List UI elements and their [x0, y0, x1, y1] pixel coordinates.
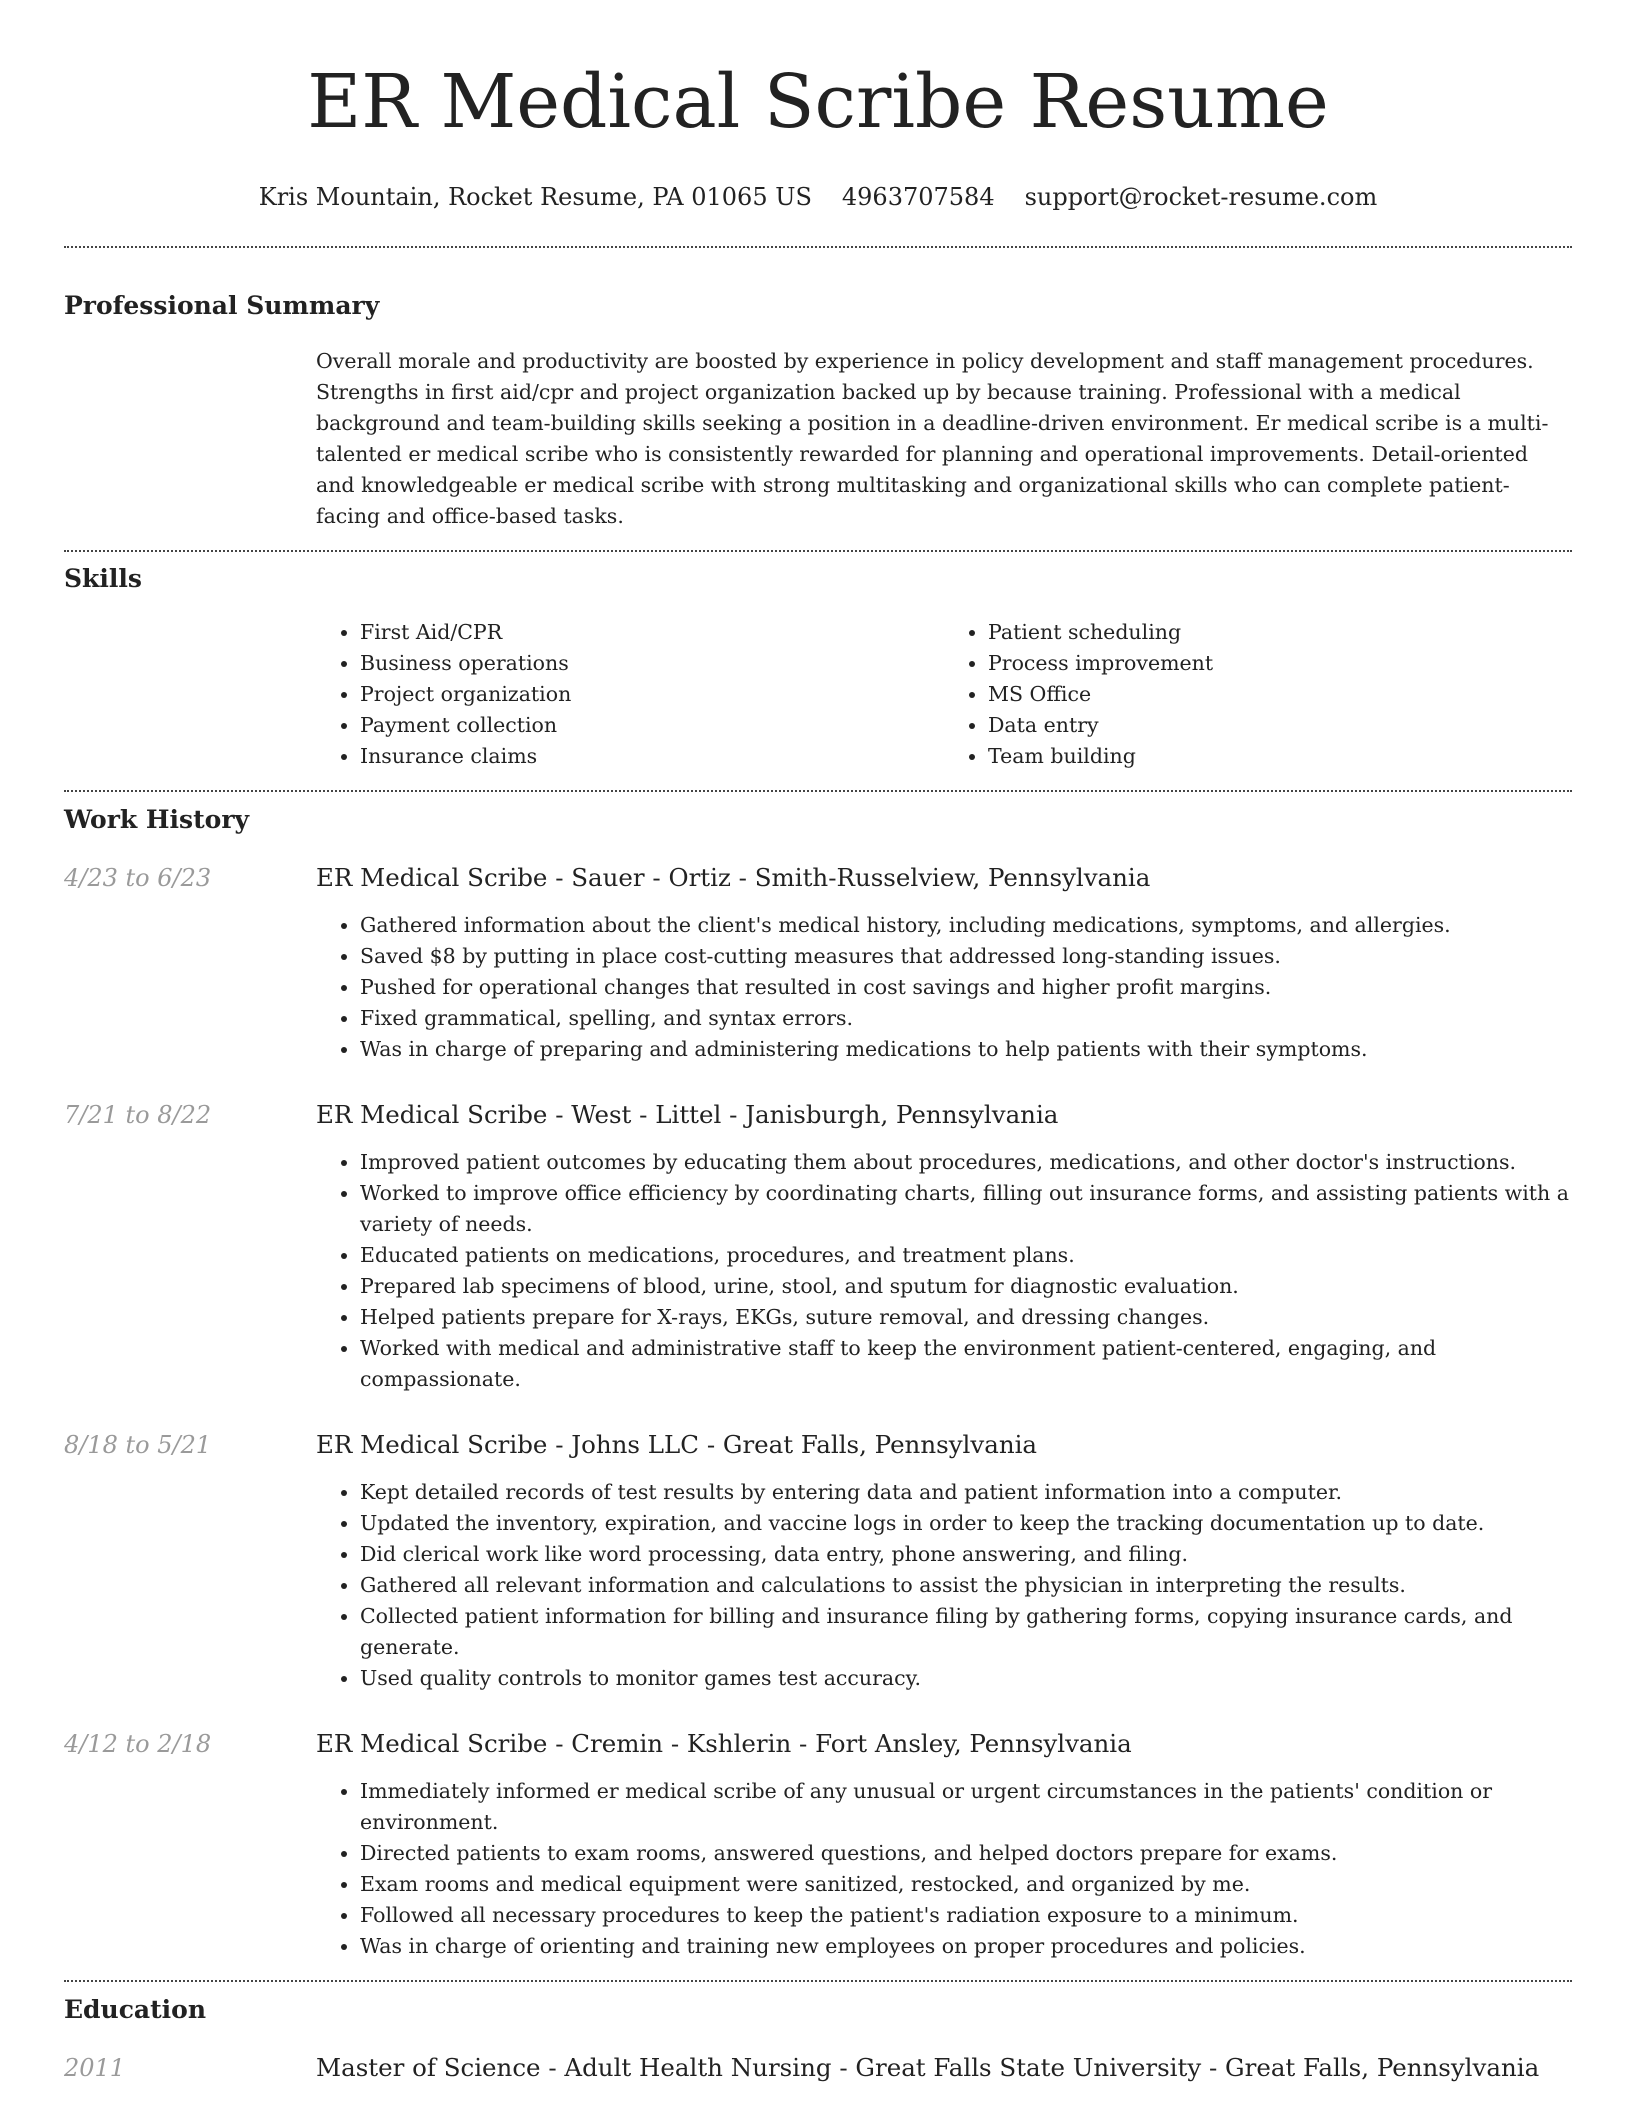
- job-date: 4/23 to 6/23: [64, 864, 212, 892]
- skills-heading: Skills: [64, 564, 142, 593]
- summary-heading: Professional Summary: [64, 291, 380, 320]
- job-bullets: [316, 1776, 1572, 1962]
- list-item: • Helped patients prepare for X-rays, EKGs, suture removal, and dressing changes.: [360, 1302, 1572, 1333]
- skills-section: [64, 552, 1572, 772]
- list-item: • Directed patients to exam rooms, answered questions, and helped doctors prepare for exams.: [360, 1838, 1572, 1869]
- summary-section: [64, 248, 1572, 532]
- education-date: 2011: [64, 2054, 126, 2082]
- list-item: • Gathered all relevant information and calculations to assist the physician in interpreting the results.: [360, 1570, 1572, 1601]
- skill-item: • Process improvement: [988, 648, 1572, 679]
- job-title: ER Medical Scribe - Johns LLC - Great Falls, Pennsylvania: [316, 1430, 1038, 1459]
- job-entry: [64, 1728, 1572, 1962]
- list-item: • Used quality controls to monitor games test accuracy.: [360, 1663, 1572, 1694]
- contact-email[interactable]: support@rocket-resume.com: [1024, 183, 1378, 211]
- job-entry: [64, 862, 1572, 1065]
- list-item: • Immediately informed er medical scribe of any unusual or urgent circumstances in the patients' condition or environment.: [360, 1776, 1572, 1838]
- skill-item: • Patient scheduling: [988, 617, 1572, 648]
- list-item: • Gathered information about the client's medical history, including medications, symptoms, and allergies.: [360, 910, 1572, 941]
- list-item: • Did clerical work like word processing, data entry, phone answering, and filing.: [360, 1539, 1572, 1570]
- contact-line: [64, 182, 1572, 212]
- list-item: • Educated patients on medications, procedures, and treatment plans.: [360, 1240, 1572, 1271]
- list-item: • Updated the inventory, expiration, and vaccine logs in order to keep the tracking documentation up to date.: [360, 1508, 1572, 1539]
- list-item: • Prepared lab specimens of blood, urine, stool, and sputum for diagnostic evaluation.: [360, 1271, 1572, 1302]
- skills-list-left: [316, 617, 944, 772]
- summary-text: Overall morale and productivity are boosted by experience in policy development and staff management procedures. Strengths in first aid/cpr and project organization backed up by because training. Professional with a medical background and team-building skills seeking a position in a deadline-driven environment. Er medical scribe is a multi-talented er medical scribe who is consistently rewarded for planning and operational improvements. Detail-oriented and knowledgeable er medical scribe with strong multitasking and organizational skills who can complete patient-facing and office-based tasks.: [316, 349, 1549, 528]
- job-bullets: [316, 910, 1572, 1065]
- skill-item: • First Aid/CPR: [360, 617, 944, 648]
- list-item: • Pushed for operational changes that resulted in cost savings and higher profit margins.: [360, 972, 1572, 1003]
- skill-item: • Payment collection: [360, 710, 944, 741]
- job-title: ER Medical Scribe - West - Littel - Janisburgh, Pennsylvania: [316, 1100, 1059, 1129]
- skill-item: • Insurance claims: [360, 741, 944, 772]
- job-date: 8/18 to 5/21: [64, 1431, 212, 1459]
- skill-item: • Data entry: [988, 710, 1572, 741]
- list-item: • Improved patient outcomes by educating them about procedures, medications, and other doctor's instructions.: [360, 1147, 1572, 1178]
- job-date: 7/21 to 8/22: [64, 1101, 212, 1129]
- list-item: • Was in charge of preparing and administering medications to help patients with their symptoms.: [360, 1034, 1572, 1065]
- work-heading: Work History: [64, 805, 250, 834]
- work-section: [64, 792, 1572, 1962]
- list-item: • Exam rooms and medical equipment were sanitized, restocked, and organized by me.: [360, 1869, 1572, 1900]
- education-heading: Education: [64, 1995, 207, 2024]
- contact-phone: 4963707584: [841, 183, 995, 211]
- skills-grid: [316, 617, 1572, 772]
- list-item: • Kept detailed records of test results by entering data and patient information into a computer.: [360, 1477, 1572, 1508]
- job-title: ER Medical Scribe - Cremin - Kshlerin - Fort Ansley, Pennsylvania: [316, 1729, 1132, 1758]
- skill-item: • Business operations: [360, 648, 944, 679]
- skills-list-right: [944, 617, 1572, 772]
- job-bullets: [316, 1477, 1572, 1694]
- resume-title: ER Medical Scribe Resume: [307, 59, 1329, 145]
- skill-item: • MS Office: [988, 679, 1572, 710]
- list-item: • Followed all necessary procedures to keep the patient's radiation exposure to a minimum.: [360, 1900, 1572, 1931]
- list-item: • Fixed grammatical, spelling, and syntax errors.: [360, 1003, 1572, 1034]
- skill-item: • Team building: [988, 741, 1572, 772]
- education-title: Master of Science - Adult Health Nursing - Great Falls State University - Great Falls, Pennsylvania: [316, 2053, 1540, 2082]
- list-item: • Worked to improve office efficiency by coordinating charts, filling out insurance forms, and assisting patients with a variety of needs.: [360, 1178, 1572, 1240]
- list-item: • Collected patient information for billing and insurance filing by gathering forms, copying insurance cards, and generate.: [360, 1601, 1572, 1663]
- job-entry: [64, 1429, 1572, 1694]
- list-item: • Was in charge of orienting and training new employees on proper procedures and policies.: [360, 1931, 1572, 1962]
- job-date: 4/12 to 2/18: [64, 1730, 212, 1758]
- skill-item: • Project organization: [360, 679, 944, 710]
- education-section: [64, 1982, 1572, 2084]
- resume-page: [64, 0, 1572, 2084]
- list-item: • Saved $8 by putting in place cost-cutting measures that addressed long-standing issues.: [360, 941, 1572, 972]
- contact-address: Kris Mountain, Rocket Resume, PA 01065 US: [258, 183, 812, 211]
- job-entry: [64, 1099, 1572, 1395]
- list-item: • Worked with medical and administrative staff to keep the environment patient-centered, engaging, and compassionate.: [360, 1333, 1572, 1395]
- job-title: ER Medical Scribe - Sauer - Ortiz - Smith-Russelview, Pennsylvania: [316, 863, 1151, 892]
- education-entry: [64, 2052, 1572, 2084]
- job-bullets: [316, 1147, 1572, 1395]
